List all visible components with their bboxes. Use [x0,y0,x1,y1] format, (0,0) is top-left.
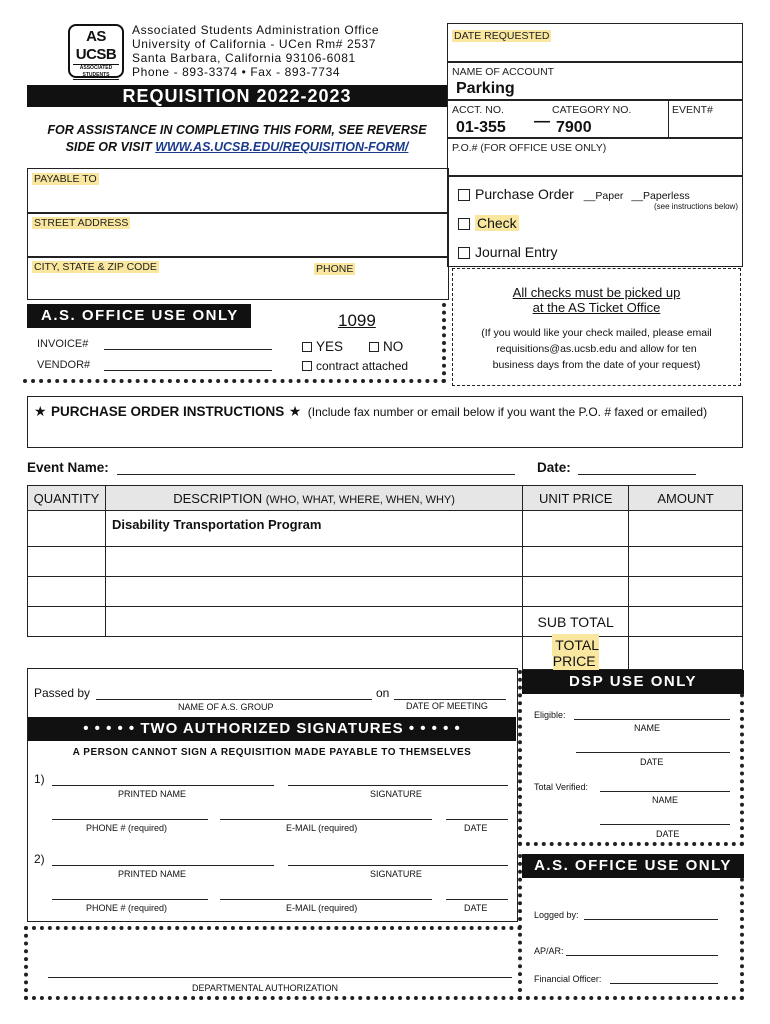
po-instructions-box[interactable] [27,396,743,448]
signer-2-date-line[interactable] [446,899,508,900]
event-name-label: Event Name: [27,460,109,475]
passed-by-line[interactable] [96,699,372,700]
signer-2-signature-caption: SIGNATURE [370,869,422,879]
acct-no-label: ACCT. NO. [452,104,504,116]
logged-by-label: Logged by: [534,910,579,920]
date-of-meeting-caption: DATE OF MEETING [406,701,488,711]
dsp-date-caption: DATE [640,757,664,767]
signer-1-signature-line[interactable] [288,785,508,786]
star-icon-2: ★ [288,403,302,419]
table-row [28,547,743,577]
signer-1-date-caption: DATE [464,823,488,833]
dsp-total-verified-line[interactable] [600,791,730,792]
signer-2-phone-line[interactable] [52,899,208,900]
signer-2-phone-caption: PHONE # (required) [86,903,168,913]
event-label: EVENT# [672,104,713,116]
dsp-eligible-label: Eligible: [534,710,566,720]
event-date-line[interactable] [578,474,696,475]
table-row [28,607,743,637]
unit-price-cell[interactable] [523,577,629,607]
dsp-use-only-box [518,670,744,846]
form-title: REQUISITION 2022-2023 [27,85,447,107]
po-instructions-title: PURCHASE ORDER INSTRUCTIONS [51,404,285,419]
signer-2-date-caption: DATE [464,903,488,913]
event-date-label: Date: [537,460,571,475]
description-cell[interactable] [105,577,522,607]
name-of-account-box[interactable] [447,61,743,101]
description-header-sub: (WHO, WHAT, WHERE, WHEN, WHY) [265,493,455,506]
logged-by-line[interactable] [584,919,718,920]
dsp-total-verified-label: Total Verified: [534,782,589,792]
check-label: Check [477,215,517,231]
acct-category-box [447,99,743,139]
yes-checkbox[interactable] [302,342,312,352]
unit-price-cell[interactable] [523,547,629,577]
unit-price-cell[interactable] [523,511,629,547]
signer-1-phone-caption: PHONE # (required) [86,823,168,833]
journal-entry-label: Journal Entry [475,244,558,260]
acct-no-value[interactable]: 01-355 [456,119,506,136]
signer-1-printed-name-caption: PRINTED NAME [118,789,187,799]
signer-2-printed-name-line[interactable] [52,865,274,866]
event-divider [668,100,669,137]
two-signatures-bar: • • • • • TWO AUTHORIZED SIGNATURES • • • • • [28,717,516,741]
signer-2-email-caption: E-MAIL (required) [286,903,358,913]
signer-2-printed-name-caption: PRINTED NAME [118,869,187,879]
office-line-2: University of California - UCen Rm# 2537 [132,37,377,51]
contract-label: contract attached [316,359,409,373]
signer-1-email-line[interactable] [220,819,432,820]
description-header [105,486,522,511]
total-price-cell [523,637,629,670]
total-amount-cell[interactable] [629,637,743,670]
signer-1-signature-caption: SIGNATURE [370,789,422,799]
payable-to-label: PAYABLE TO [34,173,97,185]
financial-officer-line[interactable] [610,983,718,984]
pickup-line-3: (If you would like your check mailed, please email [481,327,712,339]
items-header-row [28,486,743,511]
amount-cell[interactable] [629,577,743,607]
dsp-date-line[interactable] [576,752,730,753]
office-line-3: Santa Barbara, California 93106-6081 [132,51,356,65]
payable-to-box[interactable] [27,168,449,214]
quantity-header: QUANTITY [28,486,106,511]
signer-1-phone-line[interactable] [52,819,208,820]
no-option[interactable] [369,339,403,354]
description-cell[interactable] [105,547,522,577]
po-number-label: P.O.# (FOR OFFICE USE ONLY) [452,142,607,154]
purchase-order-option[interactable]: Purchase Order __Paper __Paperless [458,186,690,202]
signatures-box [27,668,518,922]
dsp-name2-caption: NAME [652,795,679,805]
dsp-eligible-line[interactable] [574,719,730,720]
amount-cell[interactable] [629,511,743,547]
date-requested-box[interactable] [447,23,743,63]
signer-1-printed-name-line[interactable] [52,785,274,786]
departmental-authorization-line[interactable] [48,977,512,978]
subtotal-amount-cell[interactable] [629,607,743,637]
po-instructions-heading [34,403,707,421]
quantity-cell[interactable] [28,547,106,577]
acct-dash: — [534,113,550,130]
description-cell[interactable] [105,607,522,637]
table-row [28,577,743,607]
quantity-cell[interactable] [28,511,106,547]
signer-1-date-line[interactable] [446,819,508,820]
yes-option[interactable] [302,339,343,354]
dsp-use-only-title: DSP USE ONLY [522,670,744,694]
invoice-line[interactable] [104,349,272,350]
date-requested-label: DATE REQUESTED [454,30,550,42]
description-header-label: DESCRIPTION [173,490,263,506]
no-checkbox[interactable] [369,342,379,352]
unit-price-header: UNIT PRICE [523,486,629,511]
requisition-form-link[interactable]: WWW.AS.UCSB.EDU/REQUISITION-FORM/ [155,140,409,154]
total-row [28,637,743,670]
quantity-cell[interactable] [28,607,106,637]
as-office-use-top-title: A.S. OFFICE USE ONLY [27,304,251,328]
no-label: NO [383,339,404,354]
table-row [28,511,743,547]
quantity-cell[interactable] [28,577,106,607]
financial-officer-label: Financial Officer: [534,974,602,984]
logo-text: AS UCSB [75,28,117,63]
purchase-order-checkbox[interactable] [458,189,470,201]
city-state-zip-label: CITY, STATE & ZIP CODE [34,261,157,273]
check-pickup-notice [452,268,741,386]
contract-checkbox[interactable] [302,361,312,371]
pickup-line-4: requisitions@as.ucsb.edu and allow for ten [496,343,697,355]
signer-2-number: 2) [34,852,45,866]
po-number-box [447,137,743,177]
total-price-label: TOTAL PRICE [552,634,599,672]
form-1099-label: 1099 [338,311,376,330]
yes-label: YES [316,339,344,354]
name-of-account-label: NAME OF ACCOUNT [452,66,555,78]
city-state-zip-box[interactable] [27,256,449,300]
pickup-line-5: business days from the date of your request) [492,359,701,371]
on-label: on [376,686,390,700]
assistance-line-2 [27,139,447,156]
assistance-text [27,122,447,156]
check-option[interactable] [458,215,519,231]
dsp-date2-line[interactable] [600,824,730,825]
check-checkbox[interactable] [458,218,470,230]
name-of-group-caption: NAME OF A.S. GROUP [178,702,274,712]
purchase-order-label: Purchase Order [475,186,574,202]
self-sign-warning: A PERSON CANNOT SIGN A REQUISITION MADE PAYABLE TO THEMSELVES [72,747,472,758]
signer-1-email-caption: E-MAIL (required) [286,823,358,833]
phone-label: PHONE [316,263,354,275]
contract-option[interactable] [302,359,408,373]
event-name-line[interactable] [117,474,515,475]
pickup-line-1: All checks must be picked up [512,285,681,300]
vendor-line[interactable] [104,370,272,371]
departmental-authorization-caption: DEPARTMENTAL AUTHORIZATION [192,983,339,993]
paperless-label[interactable]: Paperless [643,190,690,202]
asucsb-logo [68,24,124,78]
office-address [132,23,379,79]
signer-2-signature-line[interactable] [288,865,508,866]
items-table [27,485,743,670]
category-no-value[interactable]: 7900 [556,119,592,136]
dsp-date2-caption: DATE [656,829,680,839]
office-line-4: Phone - 893-3374 • Fax - 893-7734 [132,65,341,79]
journal-entry-checkbox[interactable] [458,247,470,259]
subtotal-label: SUB TOTAL [523,607,629,637]
as-office-use-bottom-title: A.S. OFFICE USE ONLY [522,854,744,878]
po-instructions-note: (Include fax number or email below if you want the P.O. # faxed or emailed) [307,405,708,419]
ap-ar-line[interactable] [566,955,718,956]
invoice-label: INVOICE# [37,338,89,350]
passed-by-label: Passed by [34,686,91,700]
assistance-prefix: SIDE OR VISIT [65,140,156,154]
assistance-line-1: FOR ASSISTANCE IN COMPLETING THIS FORM, SEE REVERSE [47,123,427,137]
amount-cell[interactable] [629,547,743,577]
street-address-box[interactable] [27,212,449,258]
category-no-label: CATEGORY NO. [552,104,632,116]
payment-type-box [447,175,743,267]
dsp-name-caption: NAME [634,723,661,733]
journal-entry-option[interactable] [458,244,557,260]
see-instructions-note: (see instructions below) [653,202,738,211]
signer-2-email-line[interactable] [220,899,432,900]
vendor-label: VENDOR# [37,359,91,371]
logo-subtext: ASSOCIATED STUDENTS [73,64,119,80]
description-cell[interactable]: Disability Transportation Program [105,511,522,547]
star-icon: ★ [34,403,47,419]
meeting-date-line[interactable] [394,699,506,700]
pickup-line-2: at the AS Ticket Office [532,300,661,315]
signer-1-number: 1) [34,772,45,786]
name-of-account-value: Parking [456,80,515,97]
street-address-label: STREET ADDRESS [34,217,129,229]
amount-header: AMOUNT [629,486,743,511]
office-line-1: Associated Students Administration Office [132,23,380,37]
paper-label[interactable]: Paper [595,190,624,202]
ap-ar-label: AP/AR: [534,946,564,956]
